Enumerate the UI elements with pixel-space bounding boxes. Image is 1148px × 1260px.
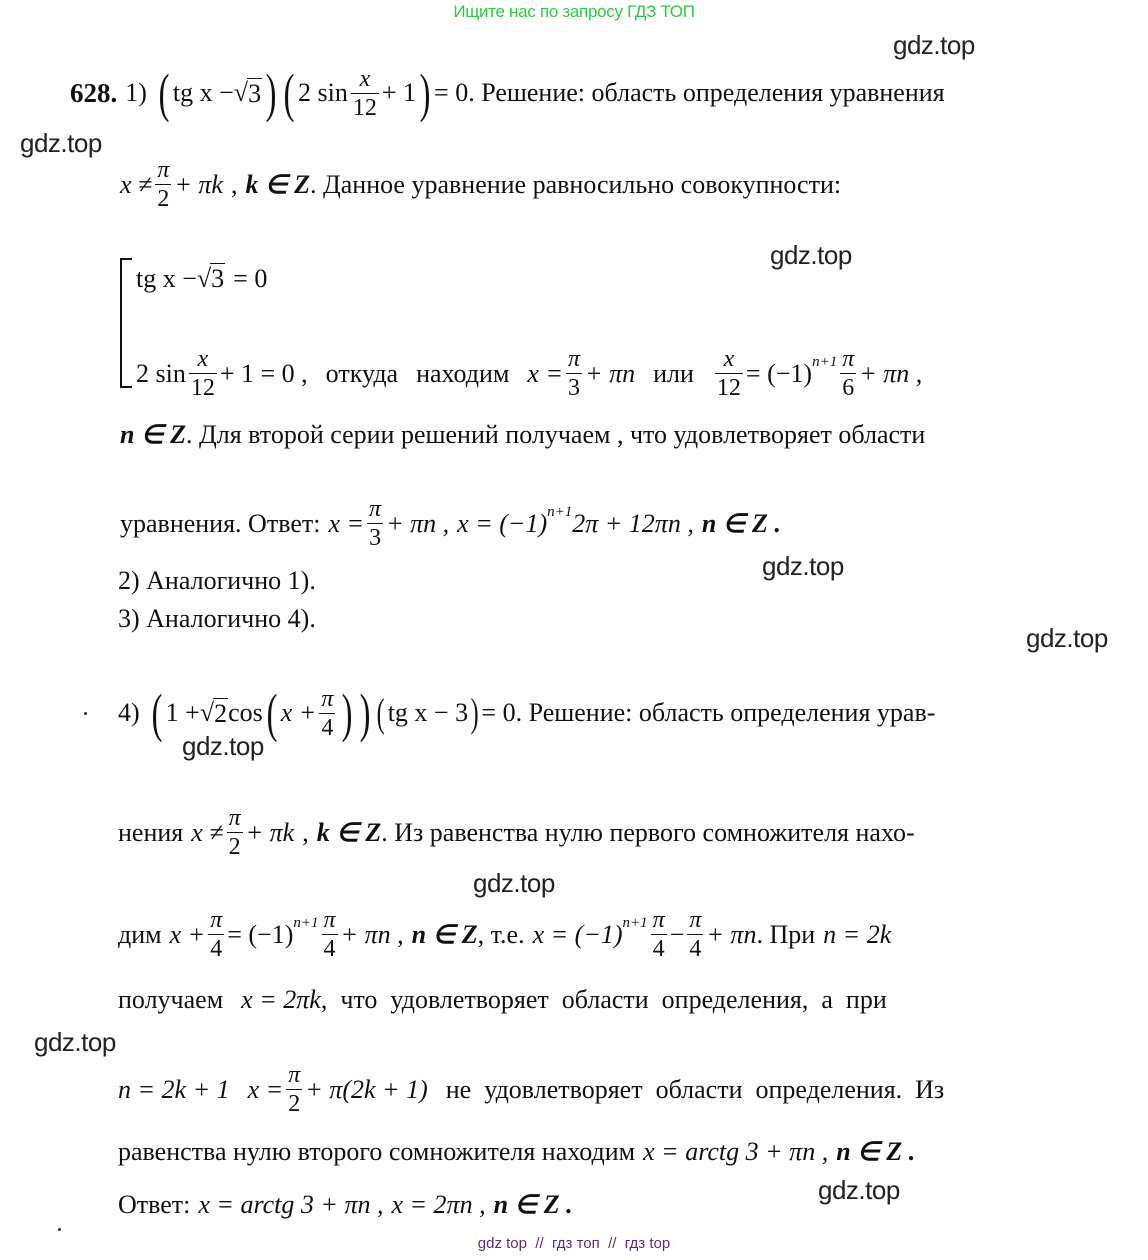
part-4-line-6 — [118, 1137, 915, 1167]
footer-ad-text[interactable]: gdz top // гдз топ // гдз top — [477, 1235, 671, 1252]
domain-line — [120, 158, 841, 211]
rest-2: + πn — [706, 919, 757, 949]
sol2-rest: + πn , — [859, 358, 923, 388]
lhs: x + — [169, 919, 206, 949]
right-paren: ) — [470, 690, 479, 735]
part-4-equation-line — [118, 683, 936, 743]
fraction: $\frac{\pi}{3}$ — [369, 496, 382, 551]
domain-pre: нения — [118, 817, 184, 847]
set-n: n ∈ Z — [120, 420, 186, 449]
stray-dot — [84, 712, 87, 715]
left-paren: ( — [266, 683, 278, 743]
domain-rest: + πk — [174, 169, 223, 199]
part-4-domain-line — [118, 806, 915, 859]
part-4-answer-line — [118, 1190, 573, 1220]
lhs-2: x = (−1) — [532, 919, 623, 949]
set: n ∈ Z . — [836, 1137, 916, 1166]
watermark: gdz.top — [182, 731, 264, 761]
exponent: n+1 — [622, 914, 648, 931]
left-paren: ( — [158, 63, 170, 123]
domain-text: . Из равенства нулю первого сомножителя нахо- — [381, 817, 915, 847]
system-bracket — [120, 258, 132, 388]
second-series-line — [120, 420, 925, 450]
text: , что удовлетворяет области определения, а при — [320, 985, 887, 1014]
rhs: = 0 — [481, 698, 516, 727]
answer-b: x = 2πn , — [391, 1190, 486, 1219]
right-paren: ) — [265, 63, 277, 123]
factor-1: tg x − — [172, 78, 234, 107]
domain-lhs: x ≠ — [191, 817, 224, 847]
fraction: $\frac{\pi}{4}$ — [652, 907, 665, 962]
answer-1-line — [120, 497, 781, 550]
fraction: $\frac{\pi}{2}$ — [288, 1062, 301, 1117]
factor-2-post: + 1 — [381, 78, 417, 107]
row1-pre: tg x − — [136, 263, 197, 293]
word-otkuda: откуда — [325, 358, 399, 388]
rhs: = 0 — [434, 78, 469, 107]
answer-set: n ∈ Z . — [493, 1190, 573, 1219]
part-3-line: 3) Аналогично 4). — [118, 604, 316, 633]
fraction: $\frac{\pi}{2}$ — [157, 157, 170, 212]
text: не удовлетворяет области определения. Из — [445, 1074, 945, 1104]
sol1-lhs: x = — [527, 358, 563, 388]
answer-a: x = arctg 3 + πn , — [198, 1190, 384, 1219]
rest: + πn , — [340, 919, 404, 949]
row2-post: + 1 = 0 , — [219, 358, 308, 388]
system-row-1 — [136, 263, 267, 294]
answer-label: Ответ: — [118, 1190, 191, 1219]
exponent: n+1 — [547, 503, 573, 520]
fraction: $\frac{\pi}{4}$ — [323, 907, 336, 962]
statement-text: . Решение: область определения урав- — [515, 698, 936, 727]
lhs: x = — [247, 1074, 284, 1104]
domain-set: k ∈ Z — [245, 169, 310, 199]
exponent: n+1 — [293, 914, 319, 931]
part-4-line-4 — [118, 985, 887, 1015]
fraction: $\frac{x}{12}$ — [716, 346, 741, 401]
answer-a-lhs: x = — [328, 508, 365, 538]
eq-pre: 1 + — [165, 698, 200, 727]
part-label: 4) — [118, 698, 140, 727]
left-paren: ( — [283, 63, 295, 123]
set: n ∈ Z — [411, 919, 478, 949]
part-4-line-5 — [118, 1063, 944, 1116]
watermark: gdz.top — [473, 868, 555, 898]
domain-set: k ∈ Z — [316, 817, 382, 847]
expr: x = 2πk — [241, 985, 321, 1014]
row1-post: = 0 — [233, 263, 268, 293]
exponent: n+1 — [812, 353, 838, 370]
rest: + π(2k + 1) — [305, 1074, 428, 1104]
row2-pre: 2 sin — [136, 358, 186, 388]
answer-a-rest: + πn , — [386, 508, 450, 538]
ie: , т.е. — [477, 919, 525, 949]
watermark: gdz.top — [1026, 623, 1108, 653]
system-row-2 — [136, 347, 922, 400]
expr: x = arctg 3 + πn , — [643, 1137, 829, 1166]
minus: − — [669, 919, 685, 949]
second-series-text: . Для второй серии решений получаем , что удовлетворяет области — [186, 420, 926, 449]
sqrt: √ 2 — [199, 698, 228, 728]
line-pre: дим — [118, 919, 162, 949]
part-2-line: 2) Аналогично 1). — [118, 566, 316, 595]
line-pre: получаем — [118, 985, 224, 1014]
fraction: $\frac{x}{12}$ — [190, 346, 215, 401]
condition: n = 2k — [823, 919, 892, 949]
watermark: gdz.top — [770, 240, 852, 270]
right-paren: ) — [341, 683, 353, 743]
factor-2: tg x − 3 — [387, 698, 469, 727]
sqrt: √ 3 — [233, 78, 262, 108]
left-paren: ( — [377, 690, 386, 735]
fraction: $\frac{\pi}{4}$ — [210, 907, 223, 962]
watermark: gdz.top — [893, 30, 975, 60]
fraction: $\frac{x}{12}$ — [352, 65, 377, 121]
problem-1-equation-line — [70, 63, 945, 123]
factor-2-pre: 2 sin — [298, 78, 348, 107]
fraction: $\frac{\pi}{4}$ — [321, 685, 334, 741]
answer-b-lhs: x = (−1) — [457, 508, 548, 538]
right-paren: ) — [359, 683, 371, 743]
cos: cos — [228, 698, 263, 727]
fraction: $\frac{\pi}{3}$ — [568, 346, 581, 401]
separator: , — [302, 817, 309, 847]
answer-set: n ∈ Z . — [701, 508, 781, 538]
problem-number: 628. — [70, 78, 118, 108]
watermark: gdz.top — [762, 551, 844, 581]
sqrt: √ 3 — [196, 263, 225, 293]
eq: = (−1) — [227, 919, 294, 949]
header-ad-text[interactable]: Ищите нас по запросу ГДЗ ТОП — [453, 2, 695, 21]
left-paren: ( — [151, 683, 163, 743]
eq-inner: x + — [280, 698, 317, 727]
fraction: $\frac{\pi}{6}$ — [842, 346, 855, 401]
part-4-solution-line — [118, 908, 891, 961]
stray-dot — [58, 1228, 61, 1231]
word-nakhodim: находим — [416, 358, 510, 388]
answer-b-rest: 2π + 12πn , — [572, 508, 694, 538]
fraction: $\frac{\pi}{2}$ — [228, 805, 241, 860]
watermark: gdz.top — [818, 1175, 900, 1205]
right-paren: ) — [419, 63, 431, 123]
sol2-eq: = (−1) — [745, 358, 813, 388]
domain-rest: + πk — [245, 817, 295, 847]
watermark: gdz.top — [20, 128, 102, 158]
condition: n = 2k + 1 — [118, 1074, 230, 1104]
fraction: $\frac{\pi}{4}$ — [689, 907, 702, 962]
tail: . При — [756, 919, 816, 949]
domain-lhs: x ≠ — [120, 169, 153, 199]
word-ili: или — [653, 358, 694, 388]
sol1-rest: + πn — [585, 358, 636, 388]
domain-text: . Данное уравнение равносильно совокупности: — [310, 169, 842, 199]
watermark: gdz.top — [34, 1027, 116, 1057]
answer-label: уравнения. Ответ: — [120, 508, 321, 538]
statement-text: . Решение: область определения уравнения — [468, 78, 945, 107]
text: равенства нулю второго сомножителя находим — [118, 1137, 636, 1166]
part-label: 1) — [125, 78, 147, 107]
separator: , — [230, 169, 238, 199]
